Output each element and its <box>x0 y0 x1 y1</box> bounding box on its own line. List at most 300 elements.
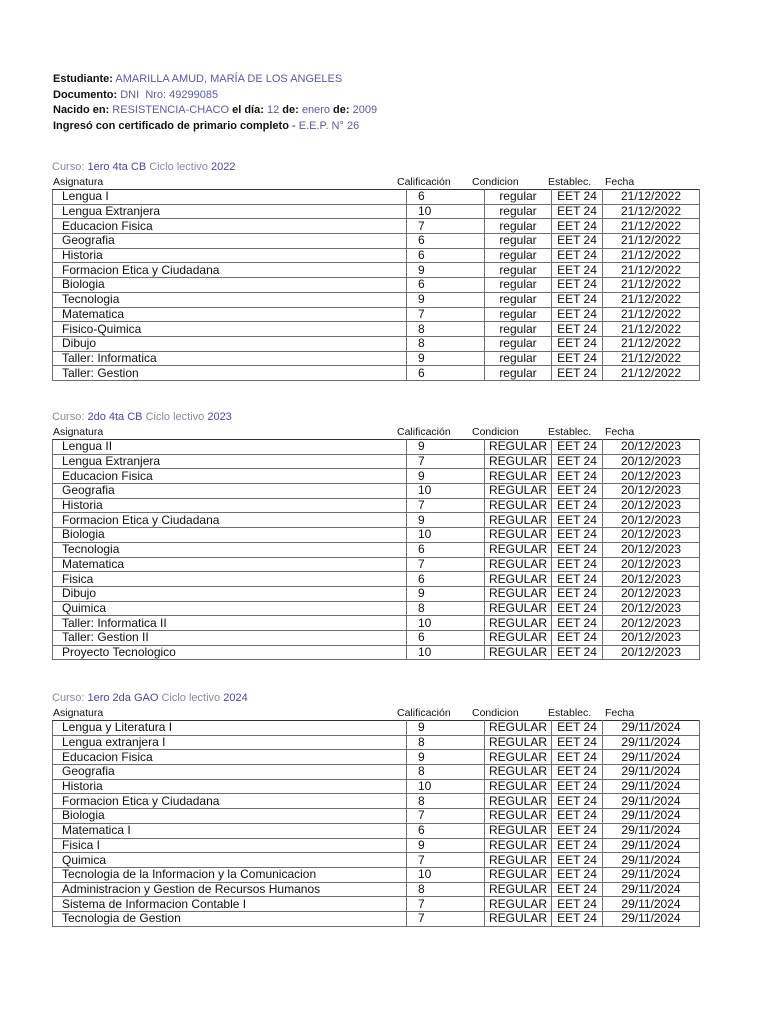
date-cell: 21/12/2022 <box>603 278 700 293</box>
date-cell: 20/12/2023 <box>603 440 700 455</box>
condition-cell: regular <box>485 219 552 234</box>
subject-cell: Taller: Gestion II <box>53 630 407 645</box>
subject-cell: Formacion Etica y Ciudadana <box>53 513 407 528</box>
subject-cell: Lengua II <box>53 440 407 455</box>
table-row <box>53 838 700 853</box>
table-row <box>53 853 700 868</box>
condition-cell: regular <box>485 248 552 263</box>
establishment-cell: EET 24 <box>552 498 603 513</box>
establishment-cell: EET 24 <box>552 307 603 322</box>
student-label: Estudiante: <box>53 73 113 85</box>
subject-cell: Geografia <box>53 234 407 249</box>
header-grade: Calificación <box>397 426 451 438</box>
establishment-cell: EET 24 <box>552 351 603 366</box>
cycle-year: 2023 <box>207 411 232 423</box>
establishment-cell: EET 24 <box>552 572 603 587</box>
subject-cell: Lengua Extranjera <box>53 204 407 219</box>
date-cell: 29/11/2024 <box>603 809 700 824</box>
date-cell: 29/11/2024 <box>603 823 700 838</box>
condition-cell: regular <box>485 336 552 351</box>
establishment-cell: EET 24 <box>552 263 603 278</box>
establishment-cell: EET 24 <box>552 616 603 631</box>
subject-cell: Formacion Etica y Ciudadana <box>53 263 407 278</box>
grade-cell: 9 <box>407 469 485 484</box>
grade-cell: 7 <box>407 307 485 322</box>
condition-cell: regular <box>485 292 552 307</box>
table-row <box>53 234 700 249</box>
date-cell: 21/12/2022 <box>603 366 700 381</box>
header-grade: Calificación <box>397 176 451 188</box>
table-row <box>53 750 700 765</box>
date-cell: 20/12/2023 <box>603 601 700 616</box>
grade-cell: 6 <box>407 248 485 263</box>
subject-cell: Administracion y Gestion de Recursos Humanos <box>53 882 407 897</box>
course-name: 2do 4ta CB <box>87 411 143 423</box>
condition-cell: REGULAR <box>485 853 552 868</box>
date-cell: 29/11/2024 <box>603 794 700 809</box>
establishment-cell: EET 24 <box>552 586 603 601</box>
condition-cell: REGULAR <box>485 735 552 750</box>
grades-table <box>52 189 700 381</box>
course-line <box>52 160 700 175</box>
table-row <box>53 366 700 381</box>
grade-cell: 9 <box>407 721 485 736</box>
date-cell: 29/11/2024 <box>603 721 700 736</box>
date-cell: 29/11/2024 <box>603 779 700 794</box>
subject-cell: Historia <box>53 779 407 794</box>
establishment-cell: EET 24 <box>552 750 603 765</box>
grade-cell: 8 <box>407 322 485 337</box>
cycle-label: Ciclo lectivo <box>161 692 221 704</box>
table-row <box>53 469 700 484</box>
date-cell: 20/12/2023 <box>603 630 700 645</box>
condition-cell: regular <box>485 307 552 322</box>
establishment-cell: EET 24 <box>552 779 603 794</box>
table-row <box>53 454 700 469</box>
subject-cell: Lengua y Literatura I <box>53 721 407 736</box>
table-row <box>53 779 700 794</box>
table-row <box>53 336 700 351</box>
born-place: RESISTENCIA-CHACO <box>112 104 230 116</box>
establishment-cell: EET 24 <box>552 528 603 543</box>
course-label: Curso: <box>52 161 85 173</box>
table-row <box>53 794 700 809</box>
de-label-2: de: <box>333 104 350 116</box>
date-cell: 20/12/2023 <box>603 454 700 469</box>
condition-cell: REGULAR <box>485 911 552 926</box>
date-cell: 21/12/2022 <box>603 204 700 219</box>
subject-cell: Matematica I <box>53 823 407 838</box>
grade-cell: 9 <box>407 351 485 366</box>
subject-cell: Tecnologia <box>53 292 407 307</box>
document-nro-label: Nro: <box>145 88 167 101</box>
condition-cell: REGULAR <box>485 528 552 543</box>
course-line <box>52 410 700 425</box>
establishment-cell: EET 24 <box>552 336 603 351</box>
table-row <box>53 601 700 616</box>
cycle-label: Ciclo lectivo <box>145 411 205 423</box>
date-cell: 29/11/2024 <box>603 897 700 912</box>
grade-cell: 8 <box>407 765 485 780</box>
subject-cell: Fisico-Quimica <box>53 322 407 337</box>
date-cell: 29/11/2024 <box>603 867 700 882</box>
condition-cell: REGULAR <box>485 572 552 587</box>
establishment-cell: EET 24 <box>552 190 603 205</box>
table-row <box>53 867 700 882</box>
table-row <box>53 645 700 660</box>
course-line <box>52 691 700 706</box>
grade-cell: 9 <box>407 263 485 278</box>
grade-cell: 7 <box>407 897 485 912</box>
grade-cell: 7 <box>407 911 485 926</box>
establishment-cell: EET 24 <box>552 721 603 736</box>
header-date: Fecha <box>605 707 635 719</box>
table-row <box>53 292 700 307</box>
de-label-1: de: <box>282 104 299 116</box>
grade-cell: 7 <box>407 498 485 513</box>
establishment-cell: EET 24 <box>552 322 603 337</box>
header-subject: Asignatura <box>53 707 104 719</box>
subject-cell: Sistema de Informacion Contable I <box>53 897 407 912</box>
subject-cell: Biologia <box>53 528 407 543</box>
subject-cell: Quimica <box>53 853 407 868</box>
subject-cell: Geografia <box>53 484 407 499</box>
subject-cell: Taller: Informatica II <box>53 616 407 631</box>
table-row <box>53 882 700 897</box>
header-subject: Asignatura <box>53 426 104 438</box>
date-cell: 21/12/2022 <box>603 219 700 234</box>
document-label: Documento: <box>53 88 118 101</box>
date-cell: 21/12/2022 <box>603 292 700 307</box>
condition-cell: REGULAR <box>485 779 552 794</box>
establishment-cell: EET 24 <box>552 204 603 219</box>
date-cell: 20/12/2023 <box>603 542 700 557</box>
grades-table <box>52 720 700 927</box>
grade-cell: 6 <box>407 190 485 205</box>
table-header <box>52 175 700 189</box>
subject-cell: Biologia <box>53 809 407 824</box>
table-row <box>53 440 700 455</box>
grades-table <box>52 439 700 660</box>
subject-cell: Tecnologia de la Informacion y la Comunicacion <box>53 867 407 882</box>
subject-cell: Educacion Fisica <box>53 219 407 234</box>
subject-cell: Historia <box>53 498 407 513</box>
condition-cell: REGULAR <box>485 823 552 838</box>
date-cell: 29/11/2024 <box>603 735 700 750</box>
born-label: Nacido en: <box>53 104 110 116</box>
header-date: Fecha <box>605 176 635 188</box>
day-label: el día: <box>232 104 264 116</box>
grade-cell: 6 <box>407 542 485 557</box>
header-condition: Condicion <box>472 176 519 188</box>
condition-cell: REGULAR <box>485 809 552 824</box>
subject-cell: Lengua Extranjera <box>53 454 407 469</box>
condition-cell: regular <box>485 190 552 205</box>
student-name: AMARILLA AMUD, MARÍA DE LOS ANGELES <box>115 73 343 85</box>
cycle-year: 2024 <box>223 692 248 704</box>
subject-cell: Historia <box>53 248 407 263</box>
cycle-label: Ciclo lectivo <box>149 161 208 173</box>
subject-cell: Formacion Etica y Ciudadana <box>53 794 407 809</box>
subject-cell: Quimica <box>53 601 407 616</box>
grade-cell: 9 <box>407 838 485 853</box>
date-cell: 20/12/2023 <box>603 572 700 587</box>
table-row <box>53 586 700 601</box>
table-row <box>53 498 700 513</box>
grade-cell: 10 <box>407 528 485 543</box>
birth-day: 12 <box>266 104 280 116</box>
table-row <box>53 721 700 736</box>
grade-cell: 8 <box>407 735 485 750</box>
establishment-cell: EET 24 <box>552 469 603 484</box>
condition-cell: REGULAR <box>485 440 552 455</box>
course-label: Curso: <box>52 692 85 704</box>
table-row <box>53 351 700 366</box>
condition-cell: regular <box>485 263 552 278</box>
subject-cell: Educacion Fisica <box>53 469 407 484</box>
condition-cell: regular <box>485 322 552 337</box>
table-row <box>53 204 700 219</box>
date-cell: 29/11/2024 <box>603 911 700 926</box>
condition-cell: regular <box>485 234 552 249</box>
subject-cell: Fisica <box>53 572 407 587</box>
establishment-cell: EET 24 <box>552 219 603 234</box>
certificate-sep: - <box>292 119 296 132</box>
grade-cell: 10 <box>407 616 485 631</box>
subject-cell: Fisica I <box>53 838 407 853</box>
condition-cell: REGULAR <box>485 601 552 616</box>
subject-cell: Tecnologia de Gestion <box>53 911 407 926</box>
date-cell: 21/12/2022 <box>603 336 700 351</box>
grade-cell: 9 <box>407 292 485 307</box>
grade-cell: 10 <box>407 779 485 794</box>
subject-cell: Proyecto Tecnologico <box>53 645 407 660</box>
subject-cell: Dibujo <box>53 336 407 351</box>
grade-cell: 9 <box>407 440 485 455</box>
table-row <box>53 513 700 528</box>
subject-cell: Dibujo <box>53 586 407 601</box>
condition-cell: REGULAR <box>485 645 552 660</box>
condition-cell: REGULAR <box>485 794 552 809</box>
date-cell: 29/11/2024 <box>603 853 700 868</box>
table-row <box>53 278 700 293</box>
condition-cell: REGULAR <box>485 498 552 513</box>
header-condition: Condicion <box>472 707 519 719</box>
grade-cell: 9 <box>407 586 485 601</box>
condition-cell: REGULAR <box>485 630 552 645</box>
condition-cell: REGULAR <box>485 586 552 601</box>
birth-month: enero <box>301 104 330 116</box>
birth-row <box>53 103 377 119</box>
table-row <box>53 765 700 780</box>
grade-cell: 10 <box>407 204 485 219</box>
table-row <box>53 219 700 234</box>
establishment-cell: EET 24 <box>552 809 603 824</box>
table-row <box>53 823 700 838</box>
condition-cell: REGULAR <box>485 897 552 912</box>
student-row <box>53 72 377 88</box>
grade-cell: 8 <box>407 336 485 351</box>
establishment-cell: EET 24 <box>552 278 603 293</box>
establishment-cell: EET 24 <box>552 838 603 853</box>
condition-cell: REGULAR <box>485 765 552 780</box>
grade-cell: 8 <box>407 794 485 809</box>
table-row <box>53 572 700 587</box>
table-row <box>53 630 700 645</box>
birth-year: 2009 <box>352 104 378 116</box>
condition-cell: REGULAR <box>485 454 552 469</box>
establishment-cell: EET 24 <box>552 882 603 897</box>
header-establishment: Establec. <box>548 707 592 719</box>
condition-cell: REGULAR <box>485 721 552 736</box>
condition-cell: REGULAR <box>485 882 552 897</box>
condition-cell: REGULAR <box>485 867 552 882</box>
subject-cell: Lengua I <box>53 190 407 205</box>
table-row <box>53 897 700 912</box>
table-header <box>52 706 700 720</box>
grade-cell: 6 <box>407 630 485 645</box>
grade-cell: 7 <box>407 809 485 824</box>
table-row <box>53 616 700 631</box>
document-type: DNI <box>120 88 140 101</box>
date-cell: 21/12/2022 <box>603 263 700 278</box>
establishment-cell: EET 24 <box>552 911 603 926</box>
condition-cell: REGULAR <box>485 616 552 631</box>
establishment-cell: EET 24 <box>552 867 603 882</box>
subject-cell: Educacion Fisica <box>53 750 407 765</box>
header-establishment: Establec. <box>548 176 592 188</box>
subject-cell: Geografia <box>53 765 407 780</box>
establishment-cell: EET 24 <box>552 557 603 572</box>
grade-cell: 7 <box>407 853 485 868</box>
establishment-cell: EET 24 <box>552 484 603 499</box>
table-row <box>53 557 700 572</box>
course-name: 1ero 2da GAO <box>87 692 159 704</box>
establishment-cell: EET 24 <box>552 794 603 809</box>
certificate-row <box>53 119 377 135</box>
grade-cell: 6 <box>407 366 485 381</box>
table-row <box>53 809 700 824</box>
date-cell: 20/12/2023 <box>603 616 700 631</box>
cycle-year: 2022 <box>210 161 236 173</box>
establishment-cell: EET 24 <box>552 853 603 868</box>
establishment-cell: EET 24 <box>552 823 603 838</box>
subject-cell: Lengua extranjera I <box>53 735 407 750</box>
grade-cell: 7 <box>407 557 485 572</box>
condition-cell: REGULAR <box>485 838 552 853</box>
date-cell: 20/12/2023 <box>603 469 700 484</box>
student-info <box>53 72 377 134</box>
condition-cell: regular <box>485 204 552 219</box>
establishment-cell: EET 24 <box>552 248 603 263</box>
establishment-cell: EET 24 <box>552 645 603 660</box>
grade-cell: 10 <box>407 645 485 660</box>
grade-cell: 8 <box>407 601 485 616</box>
header-subject: Asignatura <box>53 176 104 188</box>
date-cell: 29/11/2024 <box>603 750 700 765</box>
date-cell: 20/12/2023 <box>603 586 700 601</box>
course-section <box>52 691 700 927</box>
table-row <box>53 542 700 557</box>
table-row <box>53 322 700 337</box>
establishment-cell: EET 24 <box>552 765 603 780</box>
date-cell: 21/12/2022 <box>603 307 700 322</box>
course-section <box>52 410 700 660</box>
establishment-cell: EET 24 <box>552 630 603 645</box>
condition-cell: REGULAR <box>485 513 552 528</box>
date-cell: 21/12/2022 <box>603 190 700 205</box>
course-section <box>52 160 700 381</box>
table-row <box>53 528 700 543</box>
establishment-cell: EET 24 <box>552 454 603 469</box>
condition-cell: REGULAR <box>485 750 552 765</box>
grade-cell: 6 <box>407 823 485 838</box>
grade-cell: 7 <box>407 454 485 469</box>
table-row <box>53 307 700 322</box>
grade-cell: 6 <box>407 572 485 587</box>
date-cell: 20/12/2023 <box>603 557 700 572</box>
course-name: 1ero 4ta CB <box>87 161 147 173</box>
condition-cell: REGULAR <box>485 542 552 557</box>
table-header <box>52 425 700 439</box>
date-cell: 21/12/2022 <box>603 351 700 366</box>
condition-cell: regular <box>485 278 552 293</box>
establishment-cell: EET 24 <box>552 735 603 750</box>
date-cell: 20/12/2023 <box>603 498 700 513</box>
establishment-cell: EET 24 <box>552 440 603 455</box>
grade-cell: 9 <box>407 513 485 528</box>
establishment-cell: EET 24 <box>552 292 603 307</box>
condition-cell: REGULAR <box>485 484 552 499</box>
table-row <box>53 263 700 278</box>
grade-cell: 10 <box>407 484 485 499</box>
date-cell: 21/12/2022 <box>603 322 700 337</box>
header-date: Fecha <box>605 426 635 438</box>
table-row <box>53 248 700 263</box>
establishment-cell: EET 24 <box>552 897 603 912</box>
header-condition: Condicion <box>472 426 519 438</box>
establishment-cell: EET 24 <box>552 542 603 557</box>
table-row <box>53 911 700 926</box>
table-row <box>53 190 700 205</box>
establishment-cell: EET 24 <box>552 366 603 381</box>
date-cell: 29/11/2024 <box>603 765 700 780</box>
subject-cell: Taller: Gestion <box>53 366 407 381</box>
date-cell: 20/12/2023 <box>603 484 700 499</box>
subject-cell: Taller: Informatica <box>53 351 407 366</box>
table-row <box>53 484 700 499</box>
date-cell: 21/12/2022 <box>603 248 700 263</box>
condition-cell: regular <box>485 366 552 381</box>
subject-cell: Matematica <box>53 307 407 322</box>
document-row <box>53 88 377 104</box>
date-cell: 20/12/2023 <box>603 513 700 528</box>
condition-cell: REGULAR <box>485 469 552 484</box>
certificate-school: E.E.P. N° 26 <box>298 119 360 132</box>
establishment-cell: EET 24 <box>552 513 603 528</box>
grade-cell: 10 <box>407 867 485 882</box>
grade-cell: 9 <box>407 750 485 765</box>
subject-cell: Biologia <box>53 278 407 293</box>
grade-cell: 8 <box>407 882 485 897</box>
establishment-cell: EET 24 <box>552 601 603 616</box>
table-row <box>53 735 700 750</box>
grade-cell: 6 <box>407 234 485 249</box>
date-cell: 20/12/2023 <box>603 528 700 543</box>
subject-cell: Tecnologia <box>53 542 407 557</box>
subject-cell: Matematica <box>53 557 407 572</box>
course-label: Curso: <box>52 411 85 423</box>
